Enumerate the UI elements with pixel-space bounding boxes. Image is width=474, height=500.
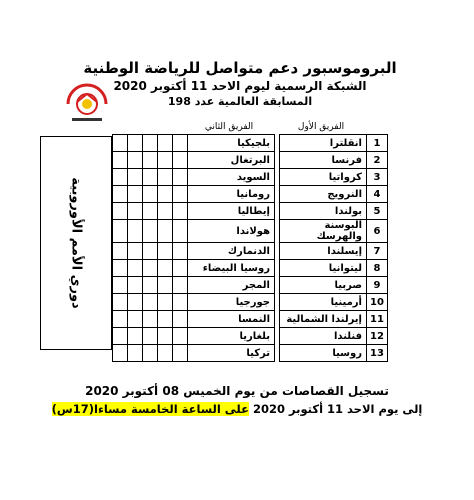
match-number: 6: [367, 220, 388, 243]
col-team2: الفريق الثاني: [204, 122, 254, 132]
spacer: [275, 328, 280, 345]
team1-name: صربيا: [280, 277, 367, 294]
table-row: [113, 345, 388, 362]
score-box[interactable]: [173, 328, 188, 345]
match-number: 3: [367, 169, 388, 186]
table-row: [113, 152, 388, 169]
team1-name: النرويج: [280, 186, 367, 203]
registration-end-date: إلى يوم الاحد 11 أكتوبر 2020: [248, 402, 423, 416]
spacer: [275, 243, 280, 260]
table-row: [113, 135, 388, 152]
match-number: 8: [367, 260, 388, 277]
score-box[interactable]: [173, 220, 188, 243]
score-box[interactable]: [128, 311, 143, 328]
score-box[interactable]: [128, 260, 143, 277]
score-box[interactable]: [158, 260, 173, 277]
score-box[interactable]: [173, 260, 188, 277]
score-box[interactable]: [143, 277, 158, 294]
team2-name: جورجيا: [188, 294, 275, 311]
score-box[interactable]: [158, 328, 173, 345]
spacer: [275, 311, 280, 328]
score-box[interactable]: [143, 260, 158, 277]
team1-name: ليتوانيا: [280, 260, 367, 277]
score-box[interactable]: [143, 203, 158, 220]
spacer: [275, 203, 280, 220]
spacer: [275, 169, 280, 186]
team2-name: البرتغال: [188, 152, 275, 169]
score-box[interactable]: [113, 203, 128, 220]
team1-name: روسيا: [280, 345, 367, 362]
score-box[interactable]: [128, 220, 143, 243]
score-box[interactable]: [158, 220, 173, 243]
score-box[interactable]: [173, 311, 188, 328]
match-number: 9: [367, 277, 388, 294]
score-box[interactable]: [143, 152, 158, 169]
score-box[interactable]: [173, 277, 188, 294]
page-subtitle: الشبكة الرسمية ليوم الاحد 11 أكتوبر 2020: [113, 79, 367, 93]
score-box[interactable]: [173, 294, 188, 311]
table-row: [113, 169, 388, 186]
score-box[interactable]: [158, 277, 173, 294]
score-box[interactable]: [128, 135, 143, 152]
score-box[interactable]: [143, 135, 158, 152]
competition-label: دوري الأمم الأوروبية: [68, 177, 84, 309]
team2-name: تركيا: [188, 345, 275, 362]
score-box[interactable]: [113, 345, 128, 362]
match-number: 5: [367, 203, 388, 220]
score-box[interactable]: [128, 169, 143, 186]
team1-name: البوسنة والهرسك: [280, 220, 367, 243]
table-row: [113, 220, 388, 243]
score-box[interactable]: [143, 220, 158, 243]
registration-note: [10, 382, 464, 418]
spacer: [275, 135, 280, 152]
score-box[interactable]: [173, 203, 188, 220]
team2-name: المجر: [188, 277, 275, 294]
spacer: [275, 220, 280, 243]
table-row: [113, 203, 388, 220]
score-box[interactable]: [128, 294, 143, 311]
score-box[interactable]: [128, 186, 143, 203]
score-box[interactable]: [143, 169, 158, 186]
score-box[interactable]: [113, 220, 128, 243]
table-row: [113, 260, 388, 277]
score-box[interactable]: [173, 135, 188, 152]
score-box[interactable]: [113, 135, 128, 152]
score-box[interactable]: [158, 311, 173, 328]
score-box[interactable]: [158, 243, 173, 260]
team2-name: إيطاليا: [188, 203, 275, 220]
score-box[interactable]: [173, 169, 188, 186]
score-box[interactable]: [158, 169, 173, 186]
score-box[interactable]: [173, 345, 188, 362]
score-box[interactable]: [113, 152, 128, 169]
col-team1: الفريق الأول: [297, 122, 345, 132]
competition-label-box: [40, 136, 112, 350]
team2-name: الدنمارك: [188, 243, 275, 260]
score-box[interactable]: [143, 294, 158, 311]
score-box[interactable]: [158, 294, 173, 311]
score-box[interactable]: [113, 243, 128, 260]
page-title: البروموسبور دعم متواصل للرياضة الوطنية: [83, 59, 397, 77]
score-box[interactable]: [173, 243, 188, 260]
score-box[interactable]: [113, 277, 128, 294]
spacer: [275, 186, 280, 203]
match-number: 10: [367, 294, 388, 311]
score-box[interactable]: [113, 294, 128, 311]
score-box[interactable]: [128, 203, 143, 220]
table-row: [113, 277, 388, 294]
team2-name: السويد: [188, 169, 275, 186]
score-box[interactable]: [128, 345, 143, 362]
team1-name: إيسلندا: [280, 243, 367, 260]
score-box[interactable]: [173, 152, 188, 169]
table-row: [113, 294, 388, 311]
score-box[interactable]: [158, 203, 173, 220]
score-box[interactable]: [158, 152, 173, 169]
table-header: [113, 120, 388, 135]
team1-name: فرنسا: [280, 152, 367, 169]
match-number: 4: [367, 186, 388, 203]
score-box[interactable]: [143, 311, 158, 328]
score-box[interactable]: [143, 243, 158, 260]
score-box[interactable]: [143, 345, 158, 362]
score-box[interactable]: [113, 311, 128, 328]
score-box[interactable]: [113, 169, 128, 186]
spacer: [275, 260, 280, 277]
match-number: 13: [367, 345, 388, 362]
match-number: 12: [367, 328, 388, 345]
team1-name: كرواتيا: [280, 169, 367, 186]
registration-start: تسجيل القصاصات من يوم الخميس 08 أكتوبر 2020: [85, 384, 389, 398]
team1-name: إيرلندا الشمالية: [280, 311, 367, 328]
table-row: [113, 328, 388, 345]
score-box[interactable]: [128, 152, 143, 169]
team1-name: انقلترا: [280, 135, 367, 152]
spacer: [275, 294, 280, 311]
score-box[interactable]: [128, 243, 143, 260]
score-box[interactable]: [158, 345, 173, 362]
team1-name: أرمينيا: [280, 294, 367, 311]
match-number: 2: [367, 152, 388, 169]
table-row: [113, 311, 388, 328]
score-box[interactable]: [158, 135, 173, 152]
match-number: 11: [367, 311, 388, 328]
spacer: [275, 152, 280, 169]
team2-name: هولاندا: [188, 220, 275, 243]
spacer: [275, 345, 280, 362]
team2-name: روسيا البيضاء: [188, 260, 275, 277]
contest-number: المسابقة العالمية عدد 198: [167, 95, 313, 108]
score-box[interactable]: [173, 186, 188, 203]
score-box[interactable]: [143, 328, 158, 345]
table-row: [113, 243, 388, 260]
registration-end: [10, 400, 464, 418]
team2-name: النمسا: [188, 311, 275, 328]
team2-name: بلغاريا: [188, 328, 275, 345]
matches-table: [112, 120, 388, 362]
match-number: 1: [367, 135, 388, 152]
promosport-logo-icon: [62, 80, 112, 128]
team2-name: بلجيكيا: [188, 135, 275, 152]
registration-deadline: على الساعة الخامسة مساءا(17س): [51, 402, 249, 416]
table-row: [113, 186, 388, 203]
score-box[interactable]: [113, 328, 128, 345]
spacer: [275, 277, 280, 294]
team1-name: بولندا: [280, 203, 367, 220]
team1-name: فنلندا: [280, 328, 367, 345]
score-box[interactable]: [158, 186, 173, 203]
score-box[interactable]: [113, 186, 128, 203]
score-box[interactable]: [128, 328, 143, 345]
score-box[interactable]: [143, 186, 158, 203]
score-box[interactable]: [113, 260, 128, 277]
score-box[interactable]: [128, 277, 143, 294]
match-number: 7: [367, 243, 388, 260]
team2-name: رومانيا: [188, 186, 275, 203]
